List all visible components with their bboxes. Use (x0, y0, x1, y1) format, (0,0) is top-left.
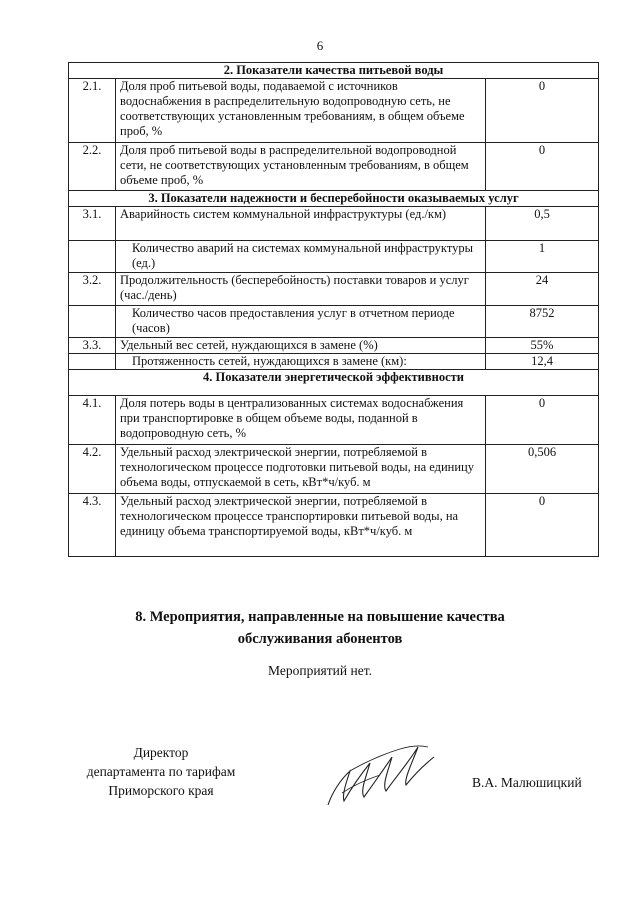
row-value: 0 (486, 143, 599, 191)
section-header-row (69, 63, 599, 79)
table-row (69, 494, 599, 557)
row-value: 55% (486, 338, 599, 354)
table-row (69, 143, 599, 191)
row-number: 3.3. (69, 338, 116, 354)
row-description: Продолжительность (бесперебойность) поставки товаров и услуг (час./день) (116, 273, 486, 306)
row-value: 0 (486, 494, 599, 557)
table-row (69, 207, 599, 241)
table-row (69, 445, 599, 494)
row-value: 0 (486, 396, 599, 445)
table-row (69, 338, 599, 354)
row-description: Удельный расход электрической энергии, потребляемой в технологическом процессе подготовки питьевой воды, на единицу объема воды, отпускаемой в сеть, кВт*ч/куб. м (116, 445, 486, 494)
heading-line-2: обслуживания абонентов (237, 631, 403, 647)
indicators-table (68, 62, 599, 557)
row-description: Аварийность систем коммунальной инфраструктуры (ед./км) (116, 207, 486, 241)
section-heading (0, 606, 640, 650)
table-row (69, 241, 599, 273)
row-number: 4.1. (69, 396, 116, 445)
page-number: 6 (316, 38, 324, 53)
row-number: 4.2. (69, 445, 116, 494)
signer-name: В.А. Малюшицкий (472, 775, 582, 790)
row-value: 24 (486, 273, 599, 306)
row-value: 0,506 (486, 445, 599, 494)
table-row (69, 273, 599, 306)
row-number (69, 306, 116, 338)
table-row (69, 306, 599, 338)
section-header-row (69, 191, 599, 207)
row-description: Удельный расход электрической энергии, потребляемой в технологическом процессе транспортировки питьевой воды, на единицу объема транспортируемой воды, кВт*ч/куб. м (116, 494, 486, 557)
row-value: 1 (486, 241, 599, 273)
row-number: 3.2. (69, 273, 116, 306)
signer-title-line-3: Приморского края (108, 783, 214, 798)
row-description: Удельный вес сетей, нуждающихся в замене (%) (116, 338, 486, 354)
table-row (69, 79, 599, 143)
table-row (69, 354, 599, 370)
section-title: 4. Показатели энергетической эффективности (69, 370, 599, 396)
row-number: 4.3. (69, 494, 116, 557)
row-description: Количество часов предоставления услуг в отчетном периоде (часов) (116, 306, 486, 338)
signer-title (72, 743, 250, 800)
section-title: 3. Показатели надежности и бесперебойности оказываемых услуг (69, 191, 599, 207)
row-value: 0 (486, 79, 599, 143)
table-row (69, 396, 599, 445)
row-number: 3.1. (69, 207, 116, 241)
row-value: 8752 (486, 306, 599, 338)
signer-title-line-1: Директор (133, 745, 189, 760)
section-title: 2. Показатели качества питьевой воды (69, 63, 599, 79)
heading-line-1: 8. Мероприятия, направленные на повышение качества (135, 609, 505, 625)
row-description: Протяженность сетей, нуждающихся в замене (км): (116, 354, 486, 370)
row-description: Доля проб питьевой воды, подаваемой с источников водоснабжения в распределительную водопроводную сеть, не соответствующих установленным требованиям, в общем объеме проб, % (116, 79, 486, 143)
row-description: Доля проб питьевой воды в распределительной водопроводной сети, не соответствующих установленным требованиям, в общем объеме проб, % (116, 143, 486, 191)
row-number: 2.2. (69, 143, 116, 191)
row-number (69, 354, 116, 370)
row-description: Количество аварий на системах коммунальной инфраструктуры (ед.) (116, 241, 486, 273)
row-number (69, 241, 116, 273)
signer-title-line-2: департамента по тарифам (86, 764, 236, 779)
row-value: 0,5 (486, 207, 599, 241)
row-value: 12,4 (486, 354, 599, 370)
row-number: 2.1. (69, 79, 116, 143)
measures-note: Мероприятий нет. (268, 663, 372, 678)
section-header-row (69, 370, 599, 396)
handwritten-signature (320, 735, 440, 810)
row-description: Доля потерь воды в централизованных системах водоснабжения при транспортировке в общем объеме воды, поданной в водопроводную сеть, % (116, 396, 486, 445)
